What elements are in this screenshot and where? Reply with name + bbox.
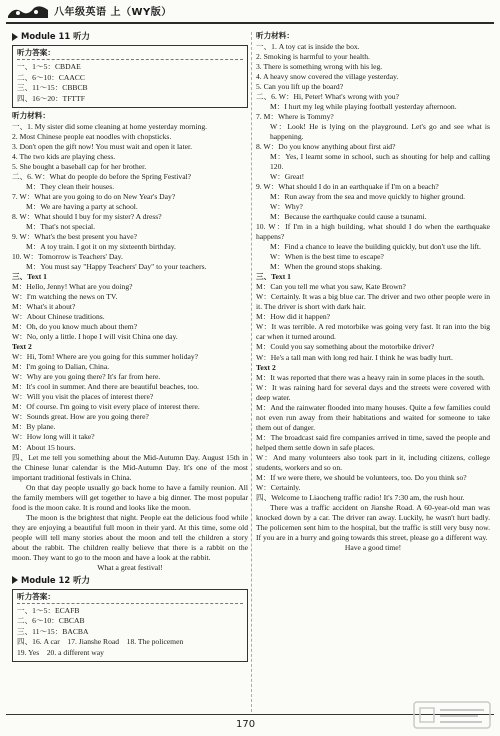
- script-line: M：You must say "Happy Teachers' Day" to your teachers.: [26, 262, 207, 272]
- module-11-heading: Module 11 听力: [12, 31, 248, 42]
- dialogue-line: W：Will you visit the places of interest there?: [12, 392, 154, 402]
- script-title: 听力材料：: [256, 31, 294, 40]
- answer-line: 二、6～10：CAACC: [17, 72, 85, 82]
- dialogue-line: M：By plane.: [12, 422, 56, 432]
- answer-box-title: 听力答案：: [17, 48, 243, 60]
- script-line: 3. There is something wrong with his leg.: [256, 62, 383, 72]
- script-line: W：Great!: [270, 172, 305, 182]
- dialogue-line: M：And the rainwater flooded into many houses. Quite a few families could not even run away from their habitations and waited for someone to take them out of danger.: [256, 402, 490, 432]
- script-line: 二、6. W：What do people do before the Spring Festival?: [12, 172, 192, 182]
- dialogue-line: W：How long will it take?: [12, 432, 95, 442]
- answer-line: 一、1～5：ECAFB: [17, 605, 80, 615]
- text-label: Text 2: [12, 342, 32, 352]
- script-line: 2. Smoking is harmful to your health.: [256, 52, 370, 62]
- passage-paragraph: 四、Welcome to Liaocheng traffic radio! It's 7:30 am, the rush hour.: [256, 492, 465, 502]
- script-line: M：Yes, I learnt some in school, such as shouting for help and calling 120.: [270, 152, 490, 172]
- answer-line: 四、16. A car 17. Jianshe Road 18. The policemen: [17, 637, 184, 647]
- script-line: W：Look! He is lying on the playground. Let's go and see what is happening.: [270, 122, 490, 142]
- script-line: W：When is the best time to escape?: [270, 252, 384, 262]
- script-line: 一、1. My sister did some cleaning at home yesterday morning.: [12, 122, 208, 131]
- answer-line: 三、11～15：CBBCB: [17, 83, 88, 93]
- dialogue-line: M：About 15 hours.: [12, 442, 76, 452]
- script-line: M：They clean their houses.: [26, 182, 115, 192]
- module-12-heading: Module 12 听力: [12, 575, 248, 586]
- passage-paragraph: 四、Let me tell you something about the Mid-Autumn Day. August 15th in the Chinese lunar calendar is the Mid-Autumn Day. It's one of the most important traditional festivals in China.: [12, 452, 248, 482]
- text-label: 三、Text 1: [256, 272, 291, 282]
- script-line: 8. W：Do you know anything about first aid?: [256, 142, 396, 152]
- dialogue-line: W：Certainly. It was a big blue car. The driver and two other people were in it. The driver is short with dark hair.: [256, 292, 490, 312]
- dialogue-line: W：I'm watching the news on TV.: [12, 292, 118, 302]
- dialogue-line: W：No, only a little. I hope I will visit China one day.: [12, 332, 178, 342]
- text-label: 三、Text 1: [12, 272, 47, 282]
- script-line: 10. W：If I'm in a high building, what should I do when the earthquake happens?: [256, 222, 490, 242]
- script-line: 10. W：Tomorrow is Teachers' Day.: [12, 252, 123, 262]
- script-line: 7. M：Where is Tommy?: [256, 112, 334, 122]
- answer-line: 19. Yes 20. a different way: [17, 647, 104, 657]
- script-line: M：Run away from the sea and move quickly to higher ground.: [270, 192, 466, 202]
- module-12-answer-box: [12, 589, 248, 662]
- script-title: 听力材料：: [12, 110, 50, 120]
- dialogue-line: M：It's cool in summer. And there are beautiful beaches, too.: [12, 382, 199, 392]
- script-line: 8. W：What should I buy for my sister? A dress?: [12, 212, 162, 222]
- script-line: 5. Can you lift up the board?: [256, 82, 344, 92]
- answer-box-title: 听力答案：: [17, 592, 243, 604]
- header-title: 八年级英语 上（WY版）: [54, 7, 172, 18]
- script-line: M：That's not special.: [26, 222, 96, 232]
- triangle-bullet-icon: [12, 33, 18, 41]
- passage-paragraph: Have a good time!: [344, 542, 402, 552]
- script-line: M：Find a chance to leave the building quickly, but don't use the lift.: [270, 242, 481, 252]
- answer-line: 四、16～20：TFTTF: [17, 93, 85, 103]
- script-line: 2. Most Chinese people eat noodles with chopsticks.: [12, 132, 172, 142]
- script-line: 一、1. A toy cat is inside the box.: [256, 42, 360, 52]
- answer-line: 三、11～15：BACBA: [17, 626, 89, 636]
- script-line: M：Because the earthquake could cause a tsunami.: [270, 212, 427, 222]
- right-column: [256, 30, 490, 553]
- script-line: 4. The two kids are playing chess.: [12, 152, 116, 162]
- dialogue-line: W：It was raining hard for several days and the streets were covered with deep water.: [256, 382, 490, 402]
- script-line: M：When the ground stops shaking.: [270, 262, 382, 272]
- dialogue-line: M：It was reported that there was a heavy rain in some places in the south.: [256, 372, 485, 382]
- left-column: [12, 30, 248, 665]
- dialogue-line: W：He's a tall man with long red hair. I think he was badly hurt.: [256, 352, 453, 362]
- publisher-logo-icon: [6, 4, 50, 20]
- answer-line: 一、1～5：CBDAE: [17, 62, 81, 72]
- passage-paragraph: There was a traffic accident on Jianshe Road. A 60-year-old man was knocked down by a car. The driver ran away. Luckily, he wasn't hurt badly. The policemen sent him to the hospital, but the traffic is still very busy now. If you are in a hurry and going towards this street, please go a different way.: [256, 502, 490, 542]
- dialogue-line: M：I'm going to Dalian, China.: [12, 362, 110, 372]
- dialogue-line: W：Why are you going there? It's far from here.: [12, 372, 161, 382]
- script-line: 二、6. W：Hi, Peter! What's wrong with you?: [256, 92, 399, 102]
- dialogue-line: W：About Chinese traditions.: [12, 312, 105, 322]
- dialogue-line: M：Oh, do you know much about them?: [12, 322, 138, 332]
- passage-paragraph: On that day people usually go back home to have a family reunion. All the family members will get together to have a big dinner. The most popular food is the moon cake. It is round and looks like the moon.: [12, 482, 248, 512]
- script-line: 9. W：What should I do in an earthquake if I'm on a beach?: [256, 182, 439, 192]
- script-line: 3. Don't open the gift now! You must wait and open it later.: [12, 142, 193, 152]
- header-divider: [6, 22, 494, 24]
- text-label: Text 2: [256, 362, 276, 372]
- script-line: M：We are having a party at school.: [26, 202, 138, 212]
- module-11-answer-box: [12, 45, 248, 108]
- dialogue-line: M：Can you tell me what you saw, Kate Brown?: [256, 282, 406, 292]
- script-line: 4. A heavy snow covered the village yesterday.: [256, 72, 399, 82]
- dialogue-line: M：What's it about?: [12, 302, 76, 312]
- script-line: M：A toy train. I got it on my sixteenth birthday.: [26, 242, 176, 252]
- dialogue-line: M：If we were there, we should be volunteers, too. Do you think so?: [256, 472, 467, 482]
- dialogue-line: M：Hello, Jenny! What are you doing?: [12, 282, 133, 292]
- dialogue-line: W：Hi, Tom! Where are you going for this summer holiday?: [12, 352, 199, 362]
- page-number: 170: [236, 719, 256, 730]
- dialogue-line: W：It was terrible. A red motorbike was going very fast. It ran into the big car when it turned around.: [256, 322, 490, 342]
- column-divider: [251, 32, 252, 712]
- script-line: 7. W：What are you going to do on New Year's Day?: [12, 192, 176, 202]
- dialogue-line: W：Sounds great. How are you going there?: [12, 412, 149, 422]
- dialogue-line: M：How did it happen?: [256, 312, 331, 322]
- triangle-bullet-icon: [12, 576, 18, 584]
- script-line: M：I hurt my leg while playing football yesterday afternoon.: [270, 102, 457, 112]
- dialogue-line: M：The broadcast said fire companies arrived in time, saved the people and helped them settle down in safe places.: [256, 432, 490, 452]
- script-line: W：Why?: [270, 202, 303, 212]
- dialogue-line: M：Of course. I'm going to visit every place of interest there.: [12, 402, 200, 412]
- dialogue-line: W：Certainly.: [256, 482, 301, 492]
- answer-line: 二、6～10：CBCAB: [17, 616, 85, 626]
- watermark-stamp-icon: [412, 698, 492, 732]
- passage-paragraph: What a great festival!: [97, 562, 163, 572]
- script-line: 9. W：What's the best present you have?: [12, 232, 138, 242]
- passage-paragraph: The moon is the brightest that night. People eat the delicious food while they are enjoying a beautiful full moon in their yard. At this time, some old people will tell many stories about the moon and tell the children a story about the rabbit. The children really believe that there is a rabbit on the moon. They want to go to the moon and have a look at the rabbit.: [12, 512, 248, 562]
- dialogue-line: M：Could you say something about the motorbike driver?: [256, 342, 435, 352]
- dialogue-line: W：And many volunteers also took part in it, including citizens, college students, workers and so on.: [256, 452, 490, 472]
- script-line: 5. She bought a baseball cap for her brother.: [12, 162, 147, 172]
- page-header: [0, 0, 500, 26]
